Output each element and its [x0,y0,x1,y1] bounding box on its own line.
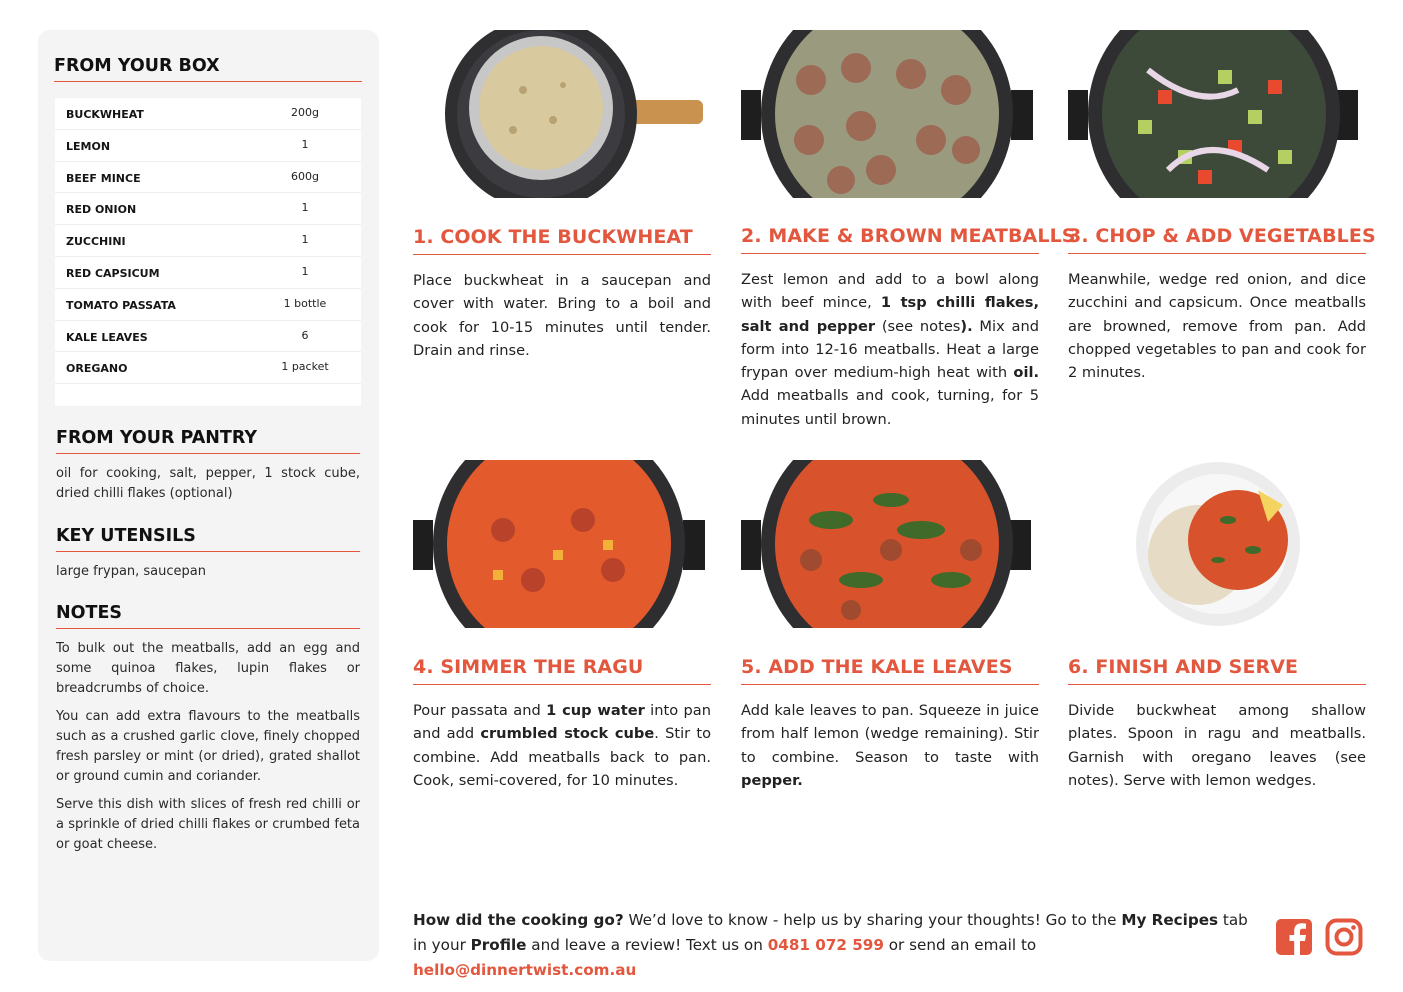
bold-text: ). [960,317,973,335]
step-4-photo [413,460,711,628]
ingredient-name: BUCKWHEAT [66,108,144,121]
profile-link[interactable]: Profile [470,936,527,954]
step-2-photo [741,30,1039,198]
step-3 [1068,225,1376,384]
ingredient-name: TOMATO PASSATA [66,298,176,312]
text-run: into pan and add [413,702,711,743]
text-run: Add meatballs and cook, turning, for 5 minutes until brown. [741,387,1039,428]
facebook-icon[interactable] [1275,918,1313,956]
step-2 [741,225,1076,431]
ingredient-qty: 600g [291,169,319,183]
notes-title: NOTES [56,603,360,629]
step-1 [413,226,711,362]
step-5 [741,656,1039,792]
text-run: (see notes [875,317,961,335]
bold-text: 1 tsp chilli flakes, salt and pepper [741,294,1039,335]
step-text [413,269,711,362]
ingredient-qty: 1 packet [281,360,329,374]
step-6 [1068,656,1366,792]
step-text [741,699,1039,792]
footer-question: How did the cooking go? [413,911,624,929]
utensils-title: KEY UTENSILS [56,526,360,552]
footer-text: and leave a review! Text us on [526,936,768,954]
email-link[interactable]: hello@dinnertwist.com.au [413,961,637,979]
table-row [55,352,361,384]
table-row [55,98,361,130]
notes-section [56,603,360,855]
text-run: . Stir to combine. Add meatballs back to pan. Cook, semi-covered, for 10 minutes. [413,725,712,789]
pantry-text: oil for cooking, salt, pepper, 1 stock cube, dried chilli flakes (optional) [56,466,360,501]
ingredient-table [55,98,361,406]
footer-text: or send an email to [883,936,1037,954]
ingredient-qty: 200g [291,106,319,119]
phone-link[interactable]: 0481 072 599 [767,936,884,954]
ingredient-name: ZUCCHINI [66,235,126,249]
text-run: Pour passata and [413,702,547,719]
my-recipes-link[interactable]: My Recipes [1121,911,1219,929]
step-title: 1. COOK THE BUCKWHEAT [413,226,711,255]
ingredient-qty: 1 [301,201,309,215]
step-text [1068,699,1366,792]
ingredient-qty: 1 bottle [283,296,327,310]
step-title: 5. ADD THE KALE LEAVES [741,656,1039,685]
ingredient-name: RED ONION [66,203,137,217]
ingredient-name: OREGANO [66,362,128,376]
note-paragraph: You can add extra flavours to the meatballs such as a crushed garlic clove, finely chopped fresh parsley or mint (or dried), grated shallot or ground cumin and coriander. [56,709,360,784]
ingredient-name: BEEF MINCE [66,171,141,185]
bold-text: 1 cup water [546,702,645,719]
ingredient-qty: 1 [301,264,309,278]
step-title: 4. SIMMER THE RAGU [413,656,711,685]
feedback-footer [413,908,1263,983]
step-title: 3. CHOP & ADD VEGETABLES [1068,225,1366,254]
note-paragraph: Serve this dish with slices of fresh red chilli or a sprinkle of dried chilli flakes or crumbed feta or goat cheese. [56,797,360,852]
bold-text: oil. [1013,364,1039,382]
ingredient-name: KALE LEAVES [66,330,148,344]
note-paragraph: To bulk out the meatballs, add an egg and some quinoa flakes, lupin flakes or breadcrumbs of choice. [56,641,360,696]
text-run: Add kale leaves to pan. Squeeze in juice from half lemon (wedge remaining). Stir to combine. Season to taste with [741,702,1039,766]
table-row [55,162,361,194]
from-your-box-title: FROM YOUR BOX [54,56,362,82]
step-title: 6. FINISH AND SERVE [1068,656,1366,685]
step-3-photo [1068,30,1366,198]
step-5-photo [741,460,1039,628]
bold-text: pepper. [741,771,803,789]
text-run: Divide buckwheat among shallow plates. Spoon in ragu and meatballs. Garnish with oregano leaves (see notes). Serve with lemon wedges. [1068,702,1366,789]
instagram-icon[interactable] [1325,918,1363,956]
table-row [55,193,361,225]
pantry-title: FROM YOUR PANTRY [56,428,360,454]
utensils-section [56,526,360,582]
ingredient-qty: 6 [301,328,309,342]
sidebar [38,30,379,961]
bold-text: crumbled stock cube [480,725,655,743]
text-run: Zest lemon and add to a bowl along with beef mince, [741,271,1039,312]
table-row [55,225,361,257]
table-row [55,321,361,353]
text-run: Place buckwheat in a saucepan and cover with water. Bring to a boil and cook for 10-15 minutes until tender. Drain and rinse. [413,272,711,359]
utensils-text: large frypan, saucepan [56,564,206,579]
ingredient-qty: 1 [301,137,309,151]
step-text [741,268,1039,431]
text-run: Meanwhile, wedge red onion, and dice zucchini and capsicum. Once meatballs are browned, remove from pan. Add chopped vegetables to pan and cook for 2 minutes. [1068,271,1366,382]
ingredient-qty: 1 [301,233,309,247]
table-row [55,257,361,289]
footer-text: tab in your [413,911,1248,954]
table-row [55,130,361,162]
step-6-photo [1068,460,1366,628]
table-row [55,289,361,321]
pantry-section [56,428,360,504]
step-text [1068,268,1366,384]
ingredient-name: RED CAPSICUM [66,266,160,280]
step-1-photo [413,30,711,198]
step-title: 2. MAKE & BROWN MEATBALLS [741,225,1039,254]
step-4 [413,656,711,792]
footer-text: We’d love to know - help us by sharing your thoughts! Go to the [623,911,1122,929]
text-run: Mix and form into 12-16 meatballs. Heat a large frypan over medium-high heat with [741,317,1039,382]
step-text [413,699,711,792]
ingredient-name: LEMON [66,139,111,153]
